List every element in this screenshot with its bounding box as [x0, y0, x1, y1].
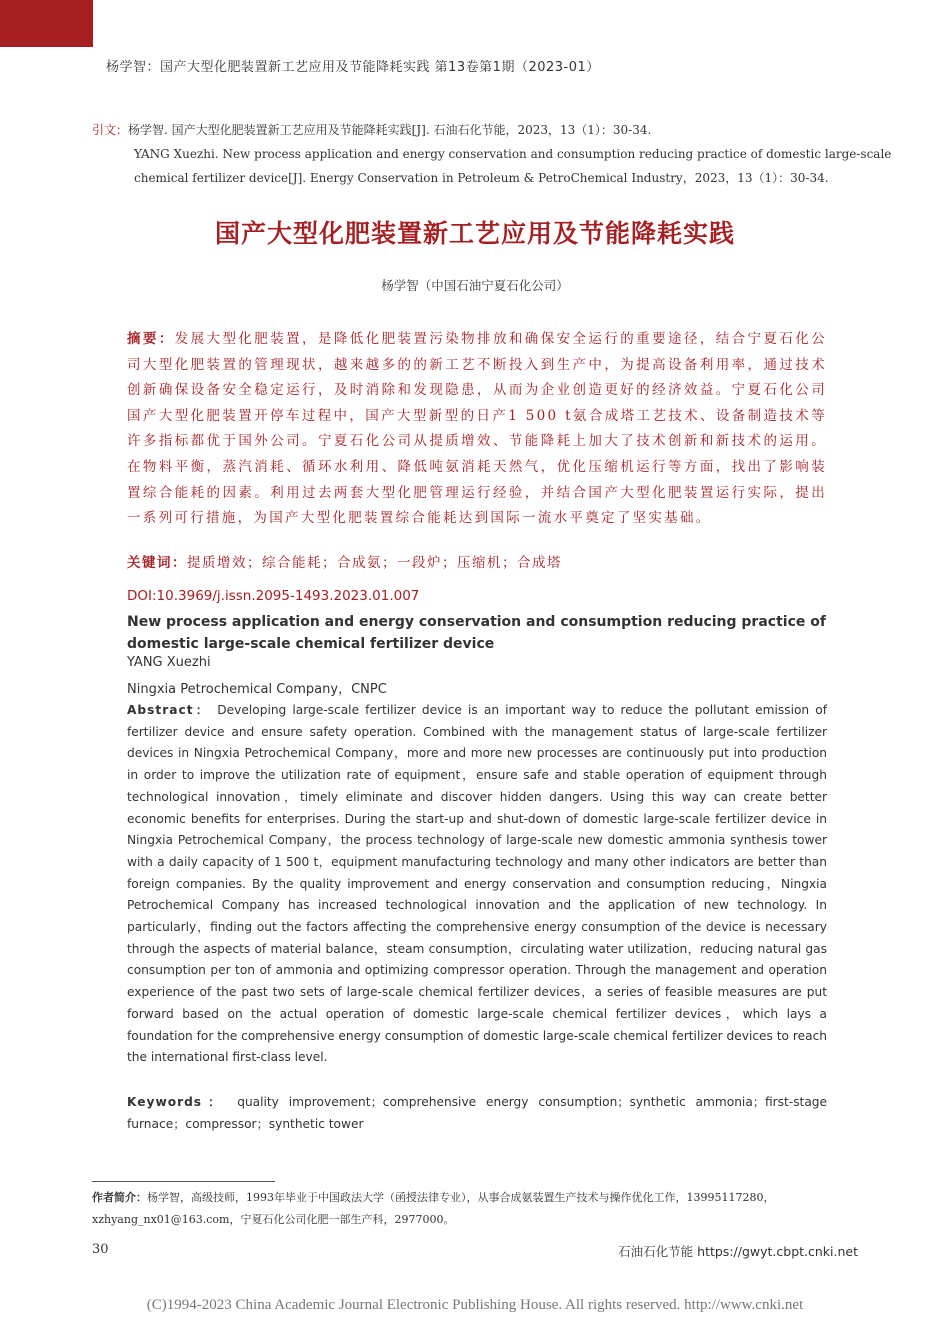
paper-title-en: New process application and energy conservation and consumption reducing practice of domestic large-scale chemical fertilizer device [127, 614, 826, 652]
author-footnote [92, 1187, 862, 1231]
citation-en-line2: chemical fertilizer device[J]. Energy Conservation in Petroleum & PetroChemical Industry，2023，13（1）：30-34. [134, 171, 829, 185]
abstract-zh-label: 摘要： [127, 331, 175, 347]
running-header: 杨学智：国产大型化肥装置新工艺应用及节能降耗实践 第13卷第1期（2023-01） [106, 60, 600, 75]
abstract-en-text: Developing large-scale fertilizer device is an important way to reduce the pollutant emission of fertilizer device and ensure safety operation. Combined with the management status of large-scale fertilizer devices in Ningxia Petrochemical Company，more and more new processes are continuously put into production in order to improve the utilization rate of equipment，ensure safe and stable operation of equipment through technological innovation，timely eliminate and discover hidden dangers. Using this way can create better economic benefits for enterprises. During the start-up and shut-down of domestic large-scale fertilizer device in Ningxia Petrochemical Company，the process technology of large-scale new domestic ammonia synthesis tower with a daily capacity of 1 500 t，equipment manufacturing technology and many other indicators are better than foreign companies. By the quality improvement and energy conservation and consumption reducing，Ningxia Petrochemical Company has increased technological innovation and the application of new technology. In particularly，finding out the factors affecting the comprehensive energy consumption of the device is necessary through the aspects of material balance，steam consumption，circulating water utilization，reducing natural gas consumption per ton of ammonia and optimizing compressor operation. Through the management and operation experience of the past two sets of large-scale chemical fertilizer devices，a series of feasible measures are put forward based on the actual operation of domestic large-scale chemical fertilizer devices，which lays a foundation for the comprehensive energy consumption of domestic large-scale chemical fertilizer devices to reach the international first-class level. [127, 703, 827, 1065]
header-color-block [0, 0, 93, 47]
author-en: YANG Xuezhi [127, 655, 211, 670]
abstract-zh [127, 327, 827, 532]
footnote-text: 杨学智，高级技师，1993年毕业于中国政法大学（函授法律专业），从事合成氨装置生产技术与操作优化工作，13995117280，xzhyang_nx01@163.com，宁夏石化公司化肥一部生产科，2977000。 [92, 1191, 775, 1226]
keywords-en-label: Keywords： [127, 1095, 228, 1109]
abstract-zh-text: 发展大型化肥装置，是降低化肥装置污染物排放和确保安全运行的重要途径，结合宁夏石化公司大型化肥装置的管理现状，越来越多的的新工艺不断投入到生产中，为提高设备利用率，通过技术创新确保设备安全稳定运行，及时消除和发现隐患，从而为企业创造更好的经济效益。宁夏石化公司国产大型化肥装置开停车过程中，国产大型新型的日产1 500 t氨合成塔工艺技术、设备制造技术等许多指标都优于国外公司。宁夏石化公司从提质增效、节能降耗上加大了技术创新和新技术的运用。在物料平衡，蒸汽消耗、循环水利用、降低吨氨消耗天然气，优化压缩机运行等方面，找出了影响装置综合能耗的因素。利用过去两套大型化肥管理运行经验，并结合国产大型化肥装置运行实际，提出一系列可行措施，为国产大型化肥装置综合能耗达到国际一流水平奠定了坚实基础。 [127, 331, 827, 527]
footnote-label: 作者简介： [92, 1191, 147, 1204]
citation-block [92, 118, 892, 190]
keywords-zh-label: 关键词： [127, 555, 187, 571]
citation-en-line1: YANG Xuezhi. New process application and energy conservation and consumption reducing practice of domestic large-scale [134, 147, 892, 161]
citation-zh: 杨学智. 国产大型化肥装置新工艺应用及节能降耗实践[J]. 石油石化节能，2023，13（1）：30-34. [128, 123, 652, 137]
abstract-en-label: Abstract： [127, 703, 212, 717]
paper-title: 国产大型化肥装置新工艺应用及节能降耗实践 [214, 219, 735, 248]
keywords-en [127, 1092, 827, 1135]
journal-footer: 石油石化节能 https://gwyt.cbpt.cnki.net [618, 1244, 858, 1259]
doi: DOI:10.3969/j.issn.2095-1493.2023.01.007 [127, 588, 420, 604]
affiliation-en: Ningxia Petrochemical Company，CNPC [127, 682, 387, 697]
keywords-en-text: quality improvement；comprehensive energy consumption；synthetic ammonia；first-stage furnace；compressor；synthetic tower [127, 1095, 828, 1131]
citation-label: 引文： [92, 123, 129, 137]
citation-zh-line [92, 118, 872, 142]
abstract-en [127, 700, 827, 1069]
copyright-watermark: (C)1994-2023 China Academic Journal Electronic Publishing House. All rights reserved. http://www.cnki.net [146, 1297, 804, 1313]
keywords-zh-text: 提质增效；综合能耗；合成氨；一段炉；压缩机；合成塔 [187, 555, 562, 571]
footnote-divider [92, 1181, 275, 1182]
page-number: 30 [92, 1242, 109, 1257]
keywords-zh [127, 551, 827, 571]
author-line: 杨学智（中国石油宁夏石化公司） [381, 278, 569, 293]
